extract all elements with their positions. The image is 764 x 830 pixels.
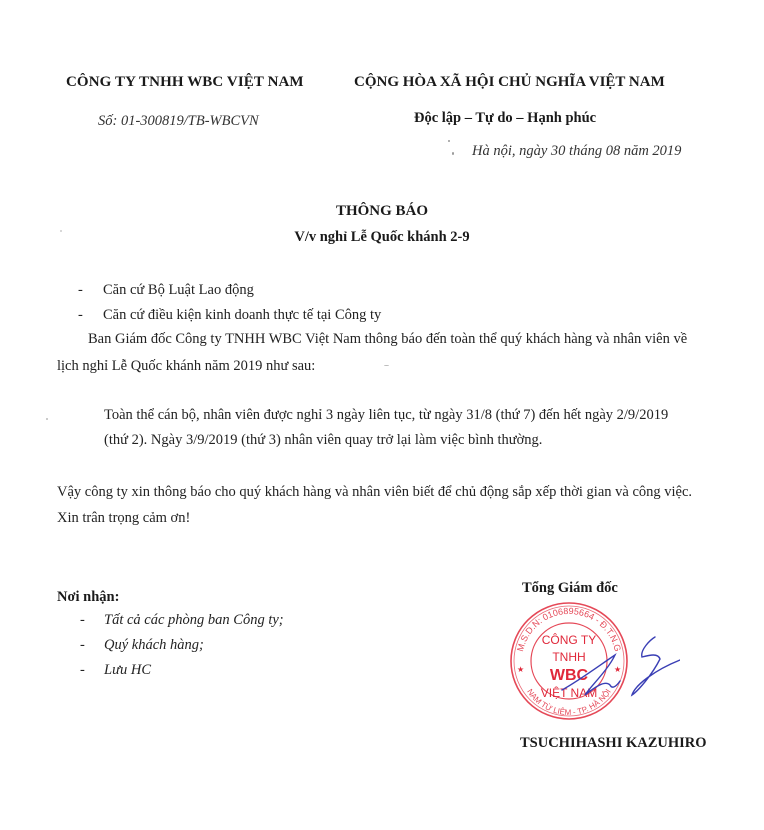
document-title: THÔNG BÁO xyxy=(335,203,429,219)
document-subtitle: V/v nghỉ Lễ Quốc khánh 2-9 xyxy=(294,229,470,245)
list-bullet: - xyxy=(80,612,85,628)
stamp-line-4: VIỆT NAM xyxy=(540,686,598,700)
scan-speck xyxy=(448,140,450,142)
list-bullet: - xyxy=(80,662,85,678)
signatory-title: Tổng Giám đốc xyxy=(522,580,618,596)
list-bullet: - xyxy=(78,307,83,323)
intro-line-1: Ban Giám đốc Công ty TNHH WBC Việt Nam thông báo đến toàn thể quý khách hàng và nhân viên về xyxy=(88,331,688,347)
place-date: Hà nội, ngày 30 tháng 08 năm 2019 xyxy=(472,143,682,159)
scan-speck xyxy=(452,152,454,155)
handwritten-signature-icon xyxy=(560,625,680,715)
document-number: Số: 01-300819/TB-WBCVN xyxy=(98,113,259,129)
scan-speck xyxy=(46,418,48,420)
company-name: CÔNG TY TNHH WBC VIỆT NAM xyxy=(66,74,304,90)
basis-item: Căn cứ Bộ Luật Lao động xyxy=(103,282,254,298)
scan-speck xyxy=(60,230,62,232)
stamp-outer-top: M.S.D.N: 0106895664 - Đ.T.N.G xyxy=(515,605,623,653)
stamp-line-3: WBC xyxy=(549,667,589,684)
nation-title: CỘNG HÒA XÃ HỘI CHỦ NGHĨA VIỆT NAM xyxy=(354,74,665,90)
recipient-item: Tất cả các phòng ban Công ty; xyxy=(104,612,284,628)
signatory-name: TSUCHIHASHI KAZUHIRO xyxy=(520,735,707,751)
recipient-item: Quý khách hàng; xyxy=(104,637,204,653)
stamp-line-2: TNHH xyxy=(552,650,586,664)
stamp-line-1: CÔNG TY xyxy=(541,633,597,647)
intro-line-2: lịch nghỉ Lễ Quốc khánh năm 2019 như sau: xyxy=(57,358,316,374)
schedule-line-1: Toàn thể cán bộ, nhân viên được nghỉ 3 ngày liên tục, từ ngày 31/8 (thứ 7) đến hết ngày 2/9/2019 xyxy=(104,407,669,423)
svg-text:★: ★ xyxy=(517,665,525,674)
basis-item: Căn cứ điều kiện kinh doanh thực tế tại Công ty xyxy=(103,307,382,323)
recipients-title: Nơi nhận: xyxy=(57,589,120,605)
stamp-outer-bottom: NAM TỪ LIÊM - TP. HÀ NỘI xyxy=(525,687,613,718)
scan-speck xyxy=(384,365,389,366)
list-bullet: - xyxy=(80,637,85,653)
svg-text:★: ★ xyxy=(614,665,622,674)
national-motto: Độc lập – Tự do – Hạnh phúc xyxy=(414,110,597,126)
recipient-item: Lưu HC xyxy=(104,662,151,678)
schedule-line-2: (thứ 2). Ngày 3/9/2019 (thứ 3) nhân viên quay trở lại làm việc bình thường. xyxy=(104,432,543,448)
closing-line-1: Vậy công ty xin thông báo cho quý khách hàng và nhân viên biết để chủ động sắp xếp thời gian và công việc. xyxy=(57,484,693,500)
list-bullet: - xyxy=(78,282,83,298)
closing-line-2: Xin trân trọng cảm ơn! xyxy=(57,510,191,526)
